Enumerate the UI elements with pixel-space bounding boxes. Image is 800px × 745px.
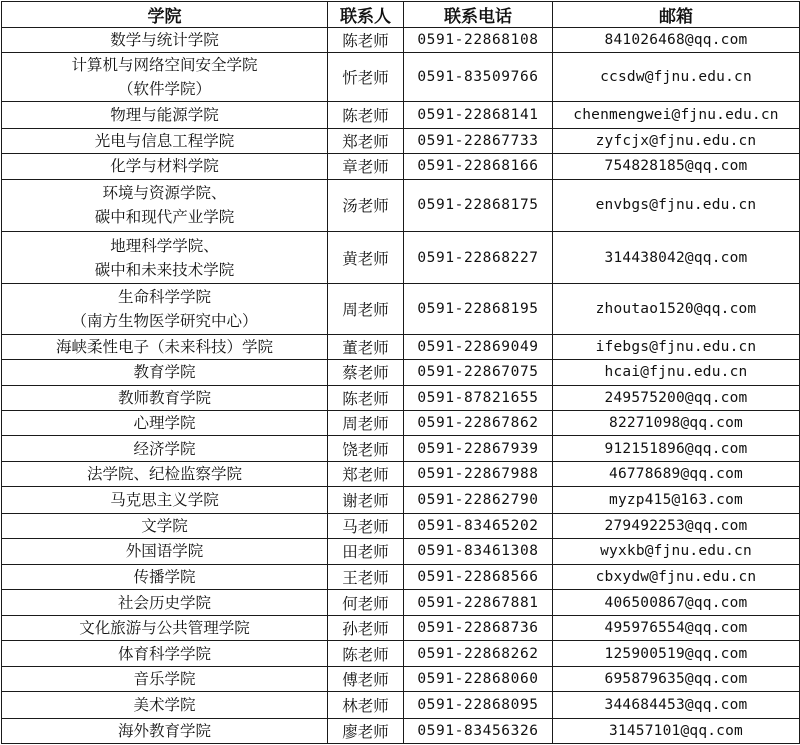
phone-number-cell: 0591-87821655 [404,385,553,410]
college-name-line: 经济学院 [133,439,196,458]
contact-person-cell: 田老师 [328,538,404,564]
table-row [2,718,800,743]
contact-person-cell: 陈老师 [328,28,404,53]
college-name-line: 法学院、纪检监察学院 [86,465,242,484]
email-address-cell: 344684453@qq.com [553,692,800,718]
email-address-cell: chenmengwei@fjnu.edu.cn [553,102,800,128]
phone-number-cell: 0591-22868227 [404,232,553,284]
college-name-line: 地理科学学院、 [110,236,219,255]
phone-number-cell: 0591-22868108 [404,28,553,53]
table-row [2,667,800,692]
email-address-cell: ifebgs@fjnu.edu.cn [553,334,800,359]
phone-number-cell: 0591-83456326 [404,718,553,743]
contact-person-cell: 周老师 [328,284,404,334]
email-address-cell: myzp415@163.com [553,487,800,513]
table-row [2,28,800,53]
table-row [2,487,800,513]
contact-person-cell: 陈老师 [328,102,404,128]
college-name-line: 光电与信息工程学院 [94,131,235,150]
email-address-cell: ccsdw@fjnu.edu.cn [553,53,800,102]
college-name-line: 社会历史学院 [117,593,211,612]
college-name-line: 计算机与网络空间安全学院 [71,56,258,75]
phone-number-cell: 0591-22862790 [404,487,553,513]
college-name-line: （软件学院） [117,80,211,99]
college-cell [2,179,328,231]
table-body [2,28,800,744]
college-cell [2,692,328,718]
college-name-line: 音乐学院 [133,670,196,689]
contact-person-cell: 马老师 [328,513,404,538]
college-name-line: 美术学院 [133,696,196,715]
contact-person-cell: 陈老师 [328,385,404,410]
contact-person-cell: 谢老师 [328,487,404,513]
email-address-cell: 125900519@qq.com [553,641,800,667]
college-cell [2,436,328,462]
contact-person-cell: 忻老师 [328,53,404,102]
phone-number-cell: 0591-22867881 [404,589,553,615]
email-address-cell: 495976554@qq.com [553,616,800,641]
email-address-cell: cbxydw@fjnu.edu.cn [553,564,800,589]
email-address-cell: 249575200@qq.com [553,385,800,410]
college-cell [2,232,328,284]
email-address-cell: 841026468@qq.com [553,28,800,53]
college-name-line: 体育科学学院 [117,644,211,663]
phone-number-cell: 0591-22867075 [404,359,553,385]
phone-number-cell: 0591-22868195 [404,284,553,334]
contact-person-cell: 章老师 [328,153,404,179]
phone-number-cell: 0591-22868566 [404,564,553,589]
phone-number-cell: 0591-22868141 [404,102,553,128]
college-name-line: 海峡柔性电子（未来科技）学院 [55,337,273,356]
table-row [2,513,800,538]
table-row [2,462,800,487]
contact-person-cell: 周老师 [328,411,404,436]
email-address-cell: 406500867@qq.com [553,589,800,615]
college-cell [2,153,328,179]
college-cell [2,487,328,513]
phone-number-cell: 0591-22868262 [404,641,553,667]
table-row [2,128,800,153]
table-row [2,284,800,334]
college-name-line: 文学院 [141,516,188,535]
college-column-header: 学院 [2,2,328,28]
phone-number-cell: 0591-22867988 [404,462,553,487]
table-row [2,359,800,385]
phone-column-header: 联系电话 [404,2,553,28]
college-name-line: 海外教育学院 [117,721,211,740]
college-name-line: 教师教育学院 [117,388,211,407]
college-name-line: 外国语学院 [125,542,204,561]
table-row [2,538,800,564]
college-cell [2,411,328,436]
table-row [2,616,800,641]
phone-number-cell: 0591-22868175 [404,179,553,231]
email-address-cell: 46778689@qq.com [553,462,800,487]
contact-person-cell: 郑老师 [328,462,404,487]
college-name-line: 数学与统计学院 [110,31,219,50]
email-address-cell: 754828185@qq.com [553,153,800,179]
table-row [2,179,800,231]
table-row [2,334,800,359]
table-row [2,232,800,284]
phone-number-cell: 0591-22867939 [404,436,553,462]
contact-person-cell: 廖老师 [328,718,404,743]
college-cell [2,128,328,153]
email-address-cell: 279492253@qq.com [553,513,800,538]
college-cell [2,616,328,641]
college-cell [2,538,328,564]
phone-number-cell: 0591-22869049 [404,334,553,359]
contact-person-cell: 汤老师 [328,179,404,231]
college-name-line: 碳中和未来技术学院 [94,260,235,279]
college-cell [2,385,328,410]
table-row [2,411,800,436]
contact-person-cell: 傅老师 [328,667,404,692]
phone-number-cell: 0591-83509766 [404,53,553,102]
college-cell [2,462,328,487]
contact-person-cell: 黄老师 [328,232,404,284]
phone-number-cell: 0591-22868166 [404,153,553,179]
contact-person-cell: 饶老师 [328,436,404,462]
contact-person-cell: 董老师 [328,334,404,359]
phone-number-cell: 0591-83465202 [404,513,553,538]
college-name-line: 生命科学学院 [117,287,211,306]
college-name-line: 文化旅游与公共管理学院 [79,619,250,638]
college-cell [2,589,328,615]
table-row [2,436,800,462]
college-name-line: 碳中和现代产业学院 [94,208,235,227]
contact-person-cell: 郑老师 [328,128,404,153]
email-address-cell: zhoutao1520@qq.com [553,284,800,334]
college-cell [2,564,328,589]
college-name-line: （南方生物医学研究中心） [71,311,258,330]
email-address-cell: zyfcjx@fjnu.edu.cn [553,128,800,153]
contact-person-cell: 孙老师 [328,616,404,641]
email-address-cell: 314438042@qq.com [553,232,800,284]
phone-number-cell: 0591-22867862 [404,411,553,436]
college-cell [2,284,328,334]
table-row [2,589,800,615]
college-name-line: 传播学院 [133,567,196,586]
table-row [2,564,800,589]
college-contact-table [1,1,800,744]
college-name-line: 马克思主义学院 [110,490,219,509]
phone-number-cell: 0591-22868060 [404,667,553,692]
phone-number-cell: 0591-22868736 [404,616,553,641]
email-address-cell: 695879635@qq.com [553,667,800,692]
contact-column-header: 联系人 [328,2,404,28]
college-cell [2,718,328,743]
contact-person-cell: 蔡老师 [328,359,404,385]
contact-person-cell: 何老师 [328,589,404,615]
college-cell [2,53,328,102]
table-row [2,53,800,102]
email-address-cell: 82271098@qq.com [553,411,800,436]
college-name-line: 教育学院 [133,363,196,382]
table-header-row [2,2,800,28]
college-cell [2,513,328,538]
phone-number-cell: 0591-22868095 [404,692,553,718]
email-address-cell: hcai@fjnu.edu.cn [553,359,800,385]
college-cell [2,359,328,385]
contact-person-cell: 陈老师 [328,641,404,667]
email-address-cell: 31457101@qq.com [553,718,800,743]
table-row [2,153,800,179]
phone-number-cell: 0591-83461308 [404,538,553,564]
table-row [2,102,800,128]
college-name-line: 物理与能源学院 [110,105,219,124]
table-row [2,385,800,410]
college-cell [2,28,328,53]
contact-person-cell: 林老师 [328,692,404,718]
college-name-line: 化学与材料学院 [110,157,219,176]
email-address-cell: wyxkb@fjnu.edu.cn [553,538,800,564]
college-name-line: 环境与资源学院、 [102,184,227,203]
phone-number-cell: 0591-22867733 [404,128,553,153]
table-row [2,641,800,667]
email-column-header: 邮箱 [553,2,800,28]
college-cell [2,641,328,667]
college-cell [2,334,328,359]
email-address-cell: envbgs@fjnu.edu.cn [553,179,800,231]
college-cell [2,102,328,128]
table-row [2,692,800,718]
email-address-cell: 912151896@qq.com [553,436,800,462]
college-name-line: 心理学院 [133,414,196,433]
college-cell [2,667,328,692]
contact-person-cell: 王老师 [328,564,404,589]
